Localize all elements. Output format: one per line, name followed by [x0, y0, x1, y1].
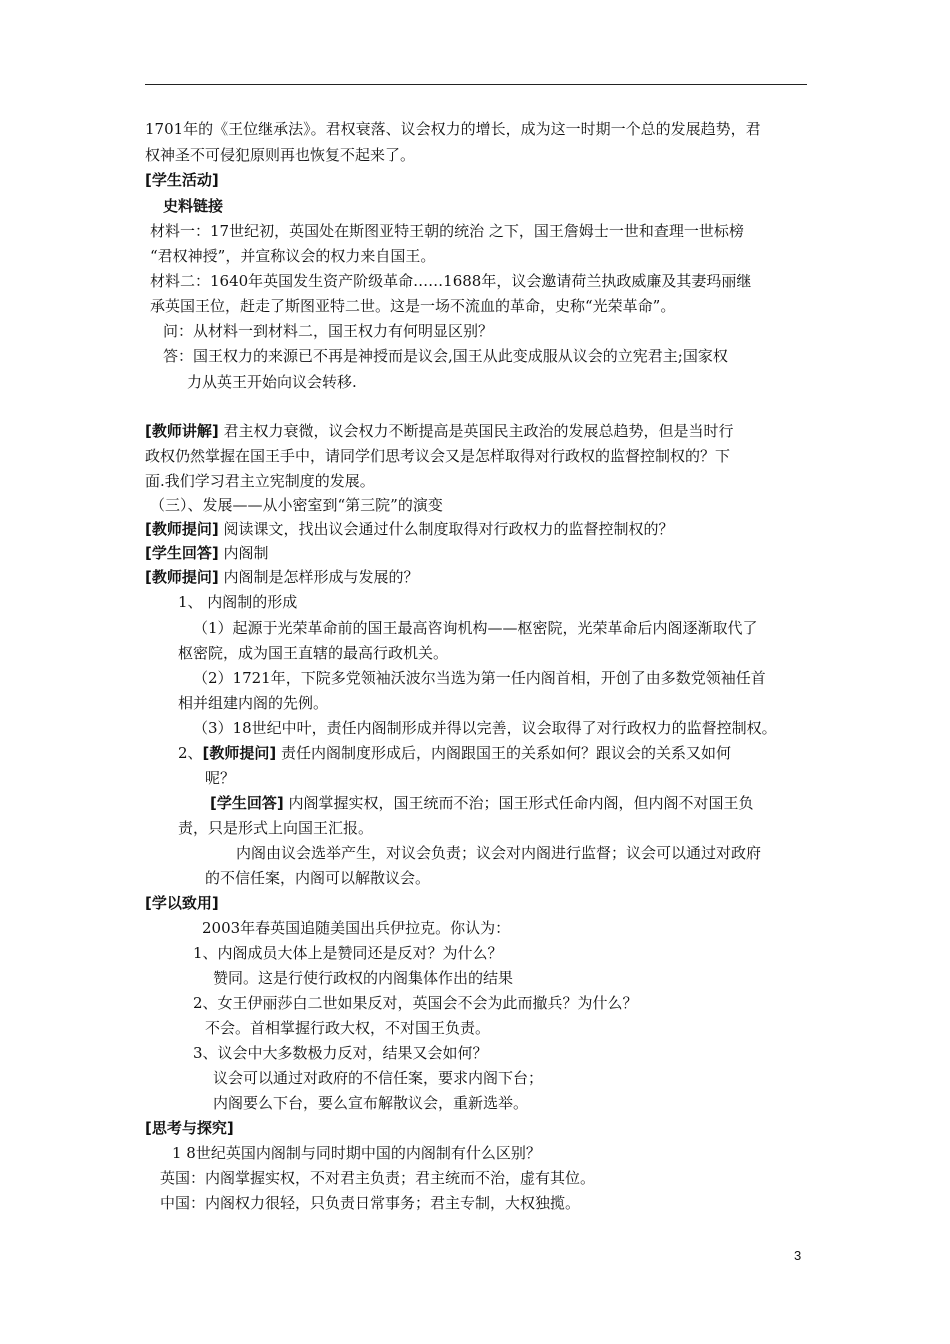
line-text: 的不信任案，内阁可以解散议会。: [205, 869, 431, 887]
list-number: 2、: [178, 744, 203, 762]
text-line: [163, 196, 223, 216]
line-text: 面.我们学习君主立宪制度的发展。: [145, 472, 375, 490]
line-text: 答：国王权力的来源已不再是神授而是议会,国王从此变成服从议会的立宪君主;国家权: [163, 347, 728, 365]
section-tag: [教师讲解]: [145, 422, 219, 440]
text-line: [150, 221, 744, 241]
section-tag: [思考与探究]: [145, 1119, 234, 1137]
line-text: 1701年的《王位继承法》。君权衰落、议会权力的增长，成为这一时期一个总的发展趋势，君: [145, 120, 761, 138]
text-line: [205, 868, 430, 888]
section-tag: [教师提问]: [145, 568, 219, 586]
line-text: 权神圣不可侵犯原则再也恢复不起来了。: [145, 146, 416, 164]
page-number: 3: [794, 1248, 802, 1263]
text-line: [178, 818, 373, 838]
text-line: [145, 421, 734, 441]
text-line: [193, 1043, 488, 1063]
text-line: [193, 993, 638, 1013]
text-line: [145, 1118, 234, 1138]
text-line: [145, 519, 674, 539]
text-line: [205, 768, 235, 788]
line-text: 政权仍然掌握在国王手中，请同学们思考议会又是怎样取得对行政权的监督控制权的？下: [145, 447, 731, 465]
text-line: [178, 592, 297, 612]
line-text: 议会可以通过对政府的不信任案，要求内阁下台；: [213, 1069, 544, 1087]
line-text: 1、 内阁制的形成: [178, 593, 298, 611]
text-line: [163, 346, 728, 366]
line-text: 内阁由议会选举产生，对议会负责；议会对内阁进行监督；议会可以通过对政府: [236, 844, 762, 862]
text-line: [213, 968, 513, 988]
text-line: [236, 843, 761, 863]
text-line: [193, 668, 766, 688]
line-text: 责，只是形式上向国王汇报。: [178, 819, 374, 837]
line-text: 材料一：17世纪初，英国处在斯图亚特王朝的统治 之下，国王詹姆士一世和查理一世标榜: [150, 222, 744, 240]
line-text: （2）1721年，下院多党领袖沃波尔当选为第一任内阁首相，开创了由多数党领袖任首: [193, 669, 766, 687]
line-text: 2003年春英国追随美国出兵伊拉克。你认为：: [202, 919, 511, 937]
line-text: 1 8世纪英国内阁制与同时期中国的内阁制有什么区别？: [172, 1144, 541, 1162]
section-tag: [教师提问]: [145, 520, 219, 538]
text-line: [172, 1143, 541, 1163]
text-line: [210, 793, 754, 813]
line-text: （三）、发展——从小密室到“第三院”的演变: [150, 496, 443, 514]
text-line: [193, 718, 777, 738]
line-text: 内阁要么下台，要么宣布解散议会，重新选举。: [213, 1094, 529, 1112]
line-text: 不会。首相掌握行政大权，不对国王负责。: [205, 1019, 491, 1037]
text-line: [145, 145, 415, 165]
section-tag: 史料链接: [163, 197, 224, 215]
line-text: 1、内阁成员大体上是赞同还是反对？为什么？: [193, 944, 503, 962]
line-text: 3、议会中大多数极力反对，结果又会如何？: [193, 1044, 488, 1062]
line-text: 相并组建内阁的先例。: [178, 694, 329, 712]
text-line: [150, 495, 443, 515]
section-tag: [学生回答]: [210, 794, 284, 812]
text-line: [145, 543, 269, 563]
line-text: 问：从材料一到材料二，国王权力有何明显区别？: [163, 322, 494, 340]
text-line: [160, 1168, 595, 1188]
line-text: 内阁制是怎样形成与发展的？: [218, 568, 419, 586]
line-text: 2、女王伊丽莎白二世如果反对，英国会不会为此而撤兵？为什么？: [193, 994, 638, 1012]
text-line: [145, 471, 375, 491]
text-line: [193, 943, 503, 963]
section-tag: [学生回答]: [145, 544, 219, 562]
line-text: （3）18世纪中叶，责任内阁制形成并得以完善，议会取得了对行政权力的监督控制权。: [193, 719, 777, 737]
line-text: 内阁制: [218, 544, 269, 562]
line-text: 承英国王位，赶走了斯图亚特二世。这是一场不流血的革命，史称“光荣革命”。: [150, 297, 676, 315]
line-text: 赞同。这是行使行政权的内阁集体作出的结果: [213, 969, 514, 987]
text-line: [213, 1093, 528, 1113]
text-line: [150, 296, 675, 316]
text-line: [202, 918, 510, 938]
text-line: [145, 119, 761, 139]
text-line: [193, 618, 758, 638]
line-text: 内阁掌握实权，国王统而不治；国王形式任命内阁，但内阁不对国王负: [283, 794, 754, 812]
text-line: [178, 643, 448, 663]
line-text: 材料二：1640年英国发生资产阶级革命……1688年，议会邀请荷兰执政威廉及其妻玛丽继: [150, 272, 752, 290]
line-text: 君主权力衰微，议会权力不断提高是英国民主政治的发展总趋势，但是当时行: [218, 422, 734, 440]
line-text: 责任内阁制度形成后，内阁跟国王的关系如何？跟议会的关系又如何: [276, 744, 732, 762]
text-line: [213, 1068, 543, 1088]
text-line: [150, 271, 751, 291]
text-line: [163, 321, 493, 341]
text-line: [205, 1018, 490, 1038]
text-line: [145, 170, 219, 190]
line-text: 英国：内阁掌握实权，不对君主负责；君主统而不治，虚有其位。: [160, 1169, 596, 1187]
text-line: [187, 372, 357, 392]
text-line: [150, 246, 435, 266]
text-line: [160, 1193, 580, 1213]
text-line: [145, 446, 730, 466]
line-text: 中国：内阁权力很轻，只负责日常事务；君主专制，大权独揽。: [160, 1194, 581, 1212]
line-text: 呢？: [205, 769, 236, 787]
section-tag: [学生活动]: [145, 171, 219, 189]
line-text: 枢密院，成为国王直辖的最高行政机关。: [178, 644, 449, 662]
text-line: [178, 743, 731, 763]
line-text: “君权神授”，并宣称议会的权力来自国王。: [150, 247, 436, 265]
text-line: [178, 693, 328, 713]
text-line: [145, 567, 419, 587]
text-line: [145, 893, 219, 913]
line-text: 阅读课文，找出议会通过什么制度取得对行政权力的监督控制权的？: [218, 520, 674, 538]
line-text: 力从英王开始向议会转移.: [187, 373, 357, 391]
line-text: （1）起源于光荣革命前的国王最高咨询机构——枢密院，光荣革命后内阁逐渐取代了: [193, 619, 758, 637]
header-rule: [145, 84, 807, 85]
section-tag: [学以致用]: [145, 894, 219, 912]
section-tag: [教师提问]: [202, 744, 277, 762]
